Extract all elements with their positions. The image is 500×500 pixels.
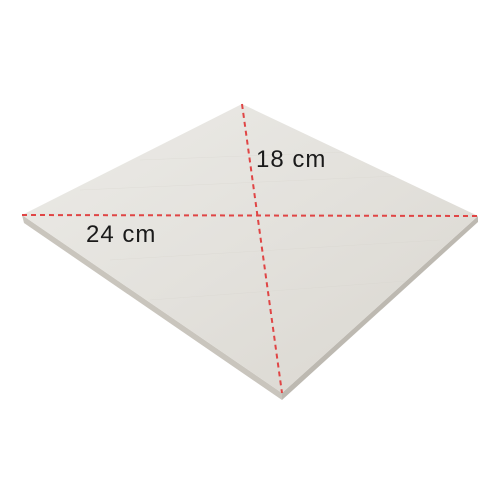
width-dimension-label: 24 cm <box>86 221 157 248</box>
height-dimension-label: 18 cm <box>256 146 327 173</box>
